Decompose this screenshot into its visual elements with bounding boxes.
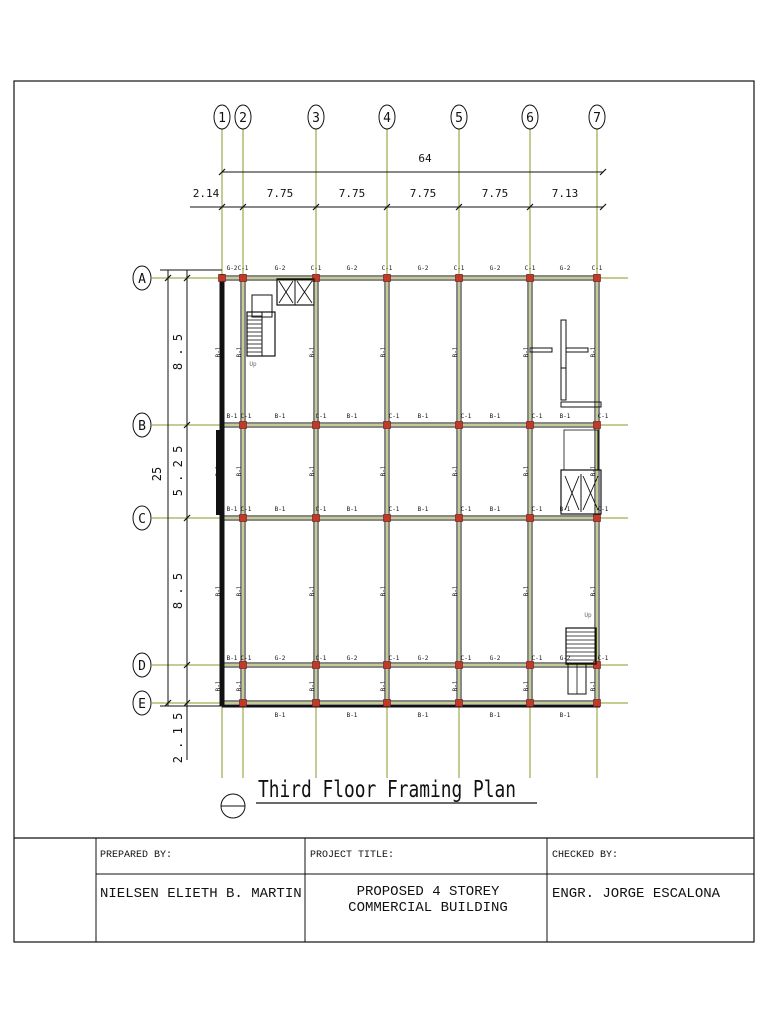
plan-drawing: [133, 105, 628, 778]
member-label: C-1: [237, 265, 249, 272]
column-marker: [384, 422, 391, 429]
column-marker: [527, 515, 534, 522]
member-label: C-1: [240, 413, 252, 420]
member-label: B-1: [226, 413, 238, 420]
member-label: B-1: [309, 346, 316, 358]
member-label: B-1: [226, 655, 238, 662]
grid-label-D: D: [138, 659, 146, 674]
span-width-label: 7.13: [551, 187, 579, 200]
member-label: B-1: [417, 413, 429, 420]
member-label: G-2: [559, 655, 571, 662]
stair-upper-left: [247, 312, 275, 356]
member-label: G-2: [559, 265, 571, 272]
column-marker: [313, 662, 320, 669]
member-label: B-1: [274, 506, 286, 513]
column-marker: [313, 515, 320, 522]
member-label: B-1: [489, 712, 501, 719]
member-label: C-1: [315, 413, 327, 420]
column-marker: [594, 700, 601, 707]
span-width-label: 7.75: [266, 187, 294, 200]
grid-label-6: 6: [526, 111, 534, 126]
span-width-label: 7.75: [481, 187, 509, 200]
member-label: C-1: [591, 265, 603, 272]
member-label: B-1: [489, 506, 501, 513]
member-label: B-1: [489, 413, 501, 420]
member-label: G-2: [489, 265, 501, 272]
bay-depth-label: 8 . 5: [171, 333, 185, 371]
member-label: B-1: [417, 506, 429, 513]
grid-label-2: 2: [239, 111, 247, 126]
span-width-label: 7.75: [338, 187, 366, 200]
partition-wall: [561, 368, 566, 400]
partition-wall: [566, 348, 588, 352]
column-marker: [594, 275, 601, 282]
grid-label-1: 1: [218, 111, 226, 126]
grid-label-7: 7: [593, 111, 601, 126]
project-title-label: PROJECT TITLE:: [310, 850, 395, 861]
member-label: C-1: [597, 655, 609, 662]
grid-label-C: C: [138, 512, 146, 527]
column-marker: [240, 422, 247, 429]
member-label: G-2: [417, 655, 429, 662]
column-marker: [240, 662, 247, 669]
member-label: B-1: [309, 585, 316, 597]
prepared-by-label: PREPARED BY:: [100, 850, 173, 861]
column-marker: [240, 275, 247, 282]
column-marker: [594, 515, 601, 522]
member-label: B-1: [523, 465, 530, 477]
member-label: C-1: [453, 265, 465, 272]
overall-depth-label: 25: [150, 466, 164, 482]
member-label: C-1: [460, 506, 472, 513]
member-label: B-1: [215, 680, 222, 692]
member-label: B-1: [452, 465, 459, 477]
member-label: B-1: [590, 346, 597, 358]
checked-by-label: CHECKED BY:: [552, 850, 619, 861]
member-label: B-1: [590, 465, 597, 477]
member-label: B-1: [274, 712, 286, 719]
member-label: C-1: [388, 655, 400, 662]
stair-lower-right: [566, 628, 596, 664]
member-label: B-1: [236, 585, 243, 597]
member-label: B-1: [590, 680, 597, 692]
grid-label-5: 5: [455, 111, 463, 126]
grid-label-E: E: [138, 697, 146, 712]
column-marker: [384, 515, 391, 522]
member-label: B-1: [380, 346, 387, 358]
plan-title: Third Floor Framing Plan: [258, 777, 516, 803]
member-label: C-1: [460, 413, 472, 420]
column-marker: [384, 275, 391, 282]
column-marker: [240, 515, 247, 522]
member-label: B-1: [274, 413, 286, 420]
member-label: B-1: [417, 712, 429, 719]
column-marker: [456, 515, 463, 522]
member-label: C-1: [240, 506, 252, 513]
member-label: G-2: [226, 265, 238, 272]
member-label: B-1: [380, 585, 387, 597]
member-label: B-1: [215, 346, 222, 358]
column-marker: [527, 700, 534, 707]
column-marker: [527, 275, 534, 282]
column-marker: [240, 700, 247, 707]
member-label: B-1: [346, 712, 358, 719]
member-label: B-1: [523, 680, 530, 692]
column-marker: [384, 700, 391, 707]
member-label: B-1: [215, 465, 222, 477]
member-label: B-1: [236, 680, 243, 692]
member-label: B-1: [590, 585, 597, 597]
member-label: B-1: [380, 680, 387, 692]
member-label: B-1: [236, 465, 243, 477]
member-label: B-1: [346, 506, 358, 513]
overall-width-label: 64: [418, 152, 432, 165]
member-label: B-1: [215, 585, 222, 597]
member-label: C-1: [531, 413, 543, 420]
member-label: B-1: [226, 506, 238, 513]
member-label: B-1: [559, 506, 571, 513]
partition-wall: [561, 320, 566, 368]
column-marker: [456, 662, 463, 669]
bay-depth-label: 8 . 5: [171, 572, 185, 610]
member-label: B-1: [452, 585, 459, 597]
member-label: C-1: [315, 655, 327, 662]
member-label: G-2: [274, 265, 286, 272]
member-label: C-1: [388, 506, 400, 513]
member-label: G-2: [489, 655, 501, 662]
stair-up-label: Up: [584, 612, 592, 619]
member-label: B-1: [236, 346, 243, 358]
member-label: C-1: [524, 265, 536, 272]
checked-by-name: ENGR. JORGE ESCALONA: [552, 886, 721, 902]
column-marker: [456, 275, 463, 282]
member-label: C-1: [531, 655, 543, 662]
prepared-by-name: NIELSEN ELIETH B. MARTIN: [100, 886, 302, 902]
partition-wall: [530, 348, 552, 352]
member-label: B-1: [452, 680, 459, 692]
column-marker: [594, 422, 601, 429]
member-label: B-1: [309, 465, 316, 477]
project-title: PROPOSED 4 STOREY COMMERCIAL BUILDING: [348, 884, 508, 916]
stair-up-label: Up: [249, 361, 257, 368]
span-width-label: 2.14: [192, 187, 220, 200]
column-marker: [527, 662, 534, 669]
member-label: C-1: [597, 413, 609, 420]
column-marker: [456, 700, 463, 707]
span-width-label: 7.75: [409, 187, 437, 200]
grid-label-3: 3: [312, 111, 320, 126]
grid-label-4: 4: [383, 111, 391, 126]
column-marker: [313, 700, 320, 707]
member-label: C-1: [381, 265, 393, 272]
sheet-border: [14, 81, 754, 942]
column-marker: [384, 662, 391, 669]
member-label: B-1: [380, 465, 387, 477]
member-label: B-1: [559, 712, 571, 719]
member-label: C-1: [315, 506, 327, 513]
member-label: C-1: [310, 265, 322, 272]
member-label: B-1: [559, 413, 571, 420]
column-marker: [313, 422, 320, 429]
grid-label-B: B: [138, 419, 146, 434]
grid-label-A: A: [138, 272, 146, 287]
member-label: B-1: [309, 680, 316, 692]
bay-depth-label: 5 . 2 5: [171, 445, 185, 497]
member-label: B-1: [452, 346, 459, 358]
column-marker: [456, 422, 463, 429]
member-label: C-1: [597, 506, 609, 513]
member-label: G-2: [274, 655, 286, 662]
member-label: G-2: [346, 655, 358, 662]
member-label: B-1: [523, 346, 530, 358]
member-label: C-1: [531, 506, 543, 513]
column-marker: [219, 275, 226, 282]
elevator-shaft: [564, 430, 598, 470]
member-label: B-1: [346, 413, 358, 420]
bay-depth-label: 2 . 1 5: [171, 712, 185, 764]
member-label: C-1: [460, 655, 472, 662]
member-label: C-1: [388, 413, 400, 420]
column-marker: [594, 662, 601, 669]
member-label: G-2: [346, 265, 358, 272]
member-label: C-1: [240, 655, 252, 662]
member-label: G-2: [417, 265, 429, 272]
member-label: B-1: [523, 585, 530, 597]
column-marker: [527, 422, 534, 429]
